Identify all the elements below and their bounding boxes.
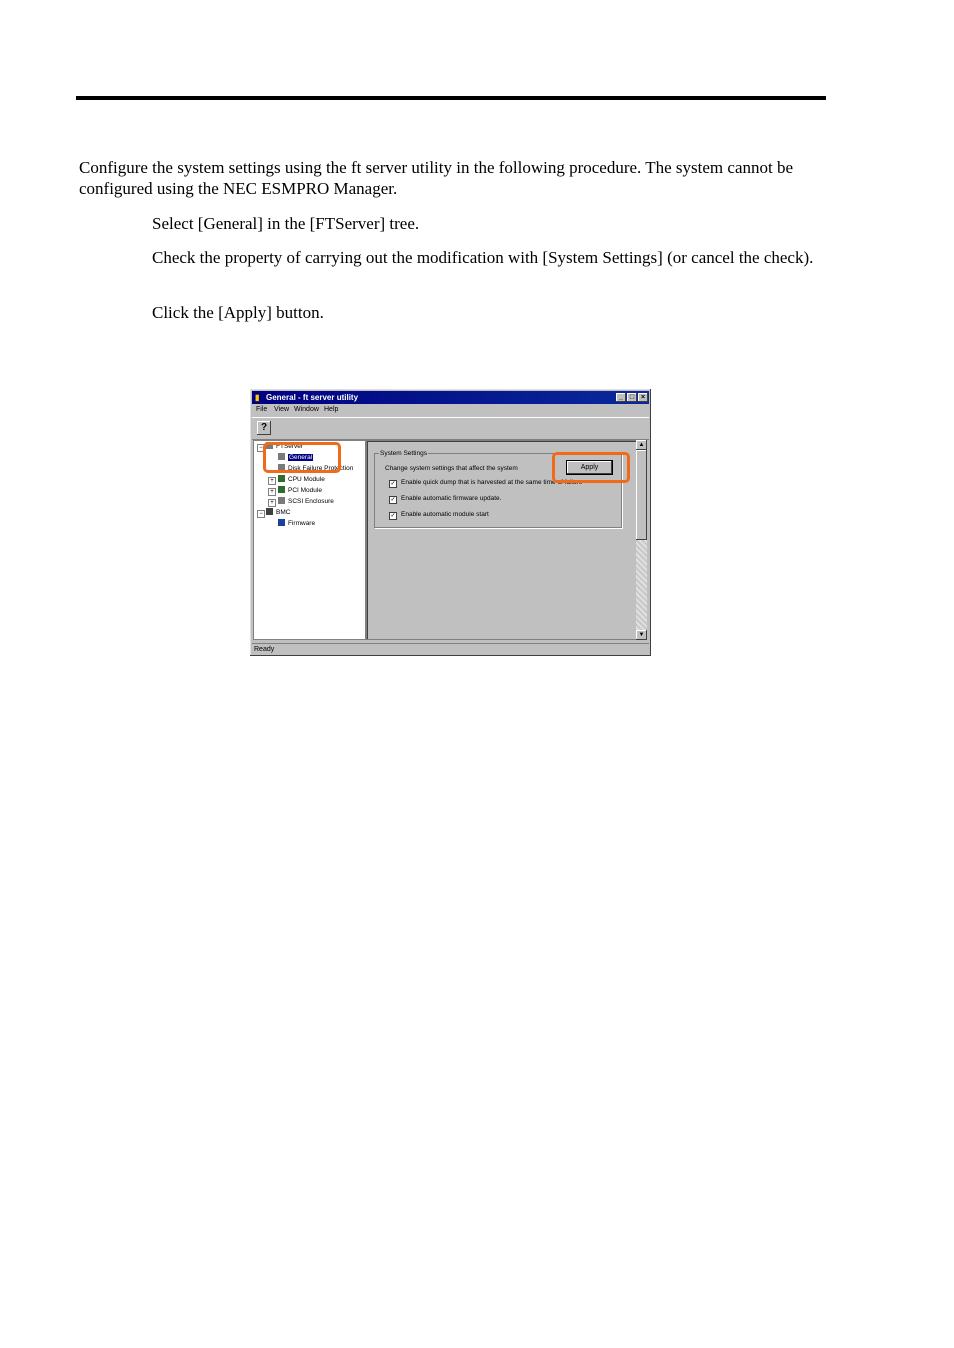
menu-file[interactable]: File — [256, 406, 268, 413]
check-icon[interactable]: ✓ — [390, 497, 396, 503]
collapse-toggle-bmc[interactable]: − — [257, 510, 265, 518]
title-bar — [252, 391, 649, 404]
menu-view[interactable]: View — [274, 406, 290, 413]
tree-item-bmc[interactable]: BMC — [266, 508, 290, 517]
status-bar — [252, 643, 649, 655]
apply-button[interactable]: Apply — [567, 461, 612, 474]
scsi-icon — [278, 497, 285, 504]
window-title: General - ft server utility — [266, 393, 359, 402]
option-quick-dump[interactable]: ✓ Enable quick dump that is harvested at the same time of failure — [390, 479, 583, 487]
ft-server-utility-window — [250, 389, 651, 656]
menu-bar — [252, 405, 649, 416]
collapse-toggle-ftserver[interactable]: − — [257, 444, 265, 452]
scroll-down-icon[interactable]: ▼ — [636, 630, 647, 640]
cpu-icon — [278, 475, 285, 482]
help-button[interactable]: ? — [257, 421, 271, 435]
tree-item-firmware[interactable]: Firmware — [278, 519, 315, 528]
group-description: Change system settings that affect the system — [385, 465, 518, 472]
tree-item-cpu-module[interactable]: CPU Module — [278, 475, 325, 484]
step-1: Select [General] in the [FTServer] tree. — [152, 214, 420, 233]
highlight-general — [263, 442, 341, 473]
scroll-up-icon[interactable]: ▲ — [636, 440, 647, 450]
status-text: Ready — [254, 646, 275, 653]
expand-toggle-cpu[interactable]: + — [268, 477, 276, 485]
pci-icon — [278, 486, 285, 493]
app-icon: ▮ — [255, 393, 260, 402]
tree-item-scsi-enclosure[interactable]: SCSI Enclosure — [278, 497, 334, 506]
tree-item-disk-failure-protection[interactable]: Disk Failure Protection — [278, 464, 353, 473]
menu-window[interactable]: Window — [294, 406, 319, 413]
intro-paragraph: Configure the system settings using the ft server utility in the following procedure. The system cannot be configured using the NEC ESMPRO Manager. — [79, 158, 794, 198]
option-auto-firmware-update[interactable]: ✓ Enable automatic firmware update. — [390, 495, 502, 503]
firmware-icon — [278, 519, 285, 526]
tree-item-general[interactable]: General — [278, 453, 313, 462]
toolbar — [252, 417, 649, 440]
group-title: System Settings — [380, 450, 427, 457]
step-2: Check the property of carrying out the modification with [System Settings] (or cancel the check). — [152, 248, 814, 267]
tree-item-pci-module[interactable]: PCI Module — [278, 486, 322, 495]
scroll-thumb[interactable] — [636, 450, 647, 540]
step-3: Click the [Apply] button. — [152, 303, 324, 322]
check-icon[interactable]: ✓ — [390, 481, 396, 487]
minimize-button[interactable]: _ — [616, 393, 626, 402]
check-icon[interactable]: ✓ — [390, 513, 396, 519]
tree-item-ftserver[interactable]: FTServer — [266, 442, 303, 451]
highlight-apply — [552, 452, 630, 483]
header-rule — [76, 96, 826, 100]
expand-toggle-pci[interactable]: + — [268, 488, 276, 496]
expand-toggle-scsi[interactable]: + — [268, 499, 276, 507]
close-button[interactable]: × — [638, 393, 648, 402]
vertical-scrollbar[interactable] — [636, 440, 647, 640]
maximize-button[interactable]: □ — [627, 393, 637, 402]
menu-help[interactable]: Help — [324, 406, 339, 413]
bmc-icon — [266, 508, 273, 515]
option-auto-module-start[interactable]: ✓ Enable automatic module start — [390, 511, 489, 519]
